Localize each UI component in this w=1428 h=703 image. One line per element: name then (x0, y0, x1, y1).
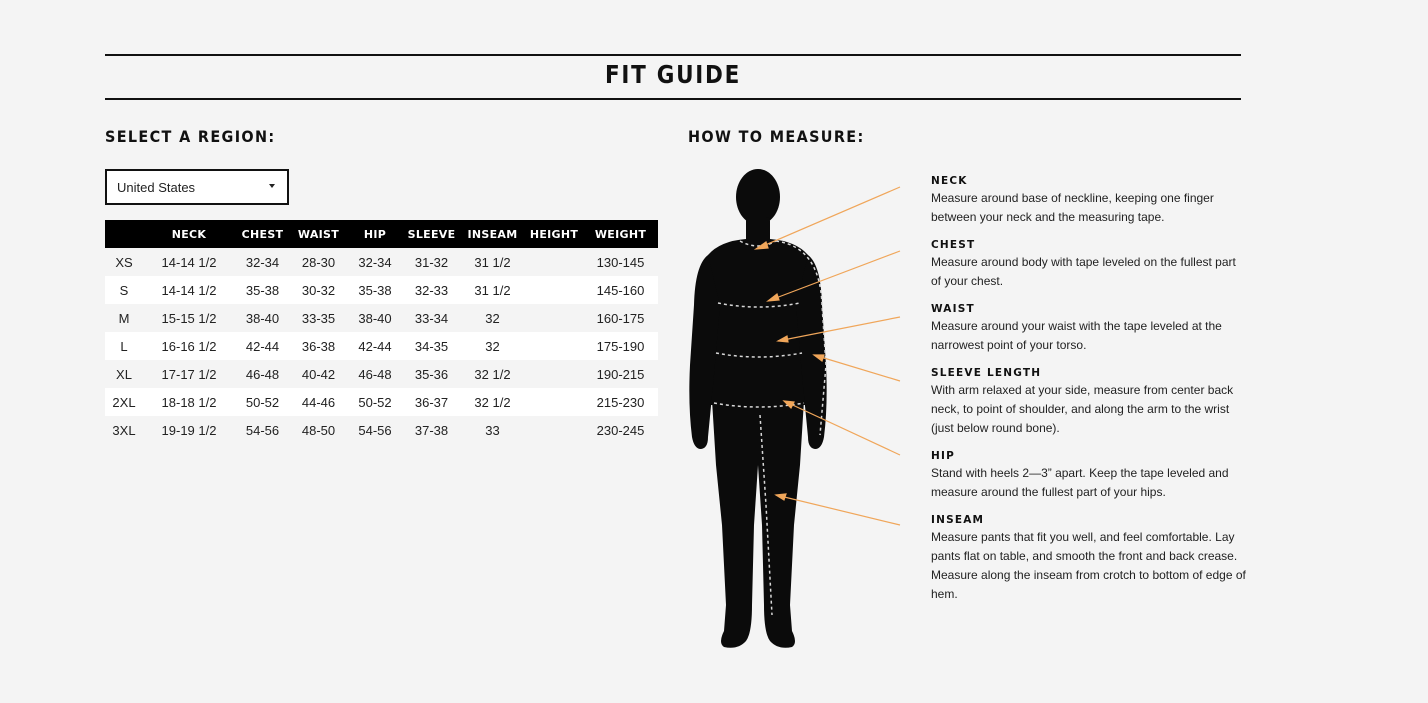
instruction-neck (931, 174, 1251, 227)
table-cell: 33-34 (403, 304, 460, 332)
body-silhouette-icon (680, 165, 920, 655)
instruction-text: Measure around base of neckline, keeping one finger (931, 191, 1214, 205)
table-cell (525, 332, 583, 360)
table-cell: 38-40 (347, 304, 403, 332)
header-height: HEIGHT (525, 220, 583, 248)
header-chest: CHEST (235, 220, 290, 248)
table-cell: 36-38 (290, 332, 347, 360)
table-row (105, 248, 658, 276)
table-row (105, 332, 658, 360)
instruction-label: INSEAM (931, 514, 985, 526)
header-size (105, 220, 143, 248)
instruction-text: Stand with heels 2—3” apart. Keep the tape leveled and (931, 466, 1229, 480)
instruction-text: of your chest. (931, 274, 1004, 288)
title-underline (105, 98, 1241, 100)
table-cell: 54-56 (235, 416, 290, 444)
table-cell: 42-44 (347, 332, 403, 360)
instruction-label: NECK (931, 175, 968, 187)
instruction-text: hem. (931, 587, 958, 601)
table-cell: 46-48 (235, 360, 290, 388)
size-label-cell: 3XL (105, 416, 143, 444)
table-cell: 18-18 1/2 (143, 388, 235, 416)
size-label-cell: 2XL (105, 388, 143, 416)
instruction-label: HIP (931, 450, 955, 462)
instruction-label: WAIST (931, 303, 975, 315)
table-cell: 14-14 1/2 (143, 248, 235, 276)
table-cell: 32-33 (403, 276, 460, 304)
table-cell: 54-56 (347, 416, 403, 444)
instruction-sleeve-length (931, 366, 1251, 438)
table-cell: 230-245 (583, 416, 658, 444)
table-cell: 33 (460, 416, 525, 444)
table-row (105, 360, 658, 388)
table-cell: 31-32 (403, 248, 460, 276)
table-cell: 32 1/2 (460, 360, 525, 388)
region-heading: SELECT A REGION: (105, 127, 276, 146)
size-label-cell: S (105, 276, 143, 304)
table-cell: 32 (460, 304, 525, 332)
table-cell: 215-230 (583, 388, 658, 416)
table-row (105, 388, 658, 416)
table-cell: 42-44 (235, 332, 290, 360)
table-cell: 33-35 (290, 304, 347, 332)
table-header-row (105, 220, 658, 248)
instruction-text: narrowest point of your torso. (931, 338, 1087, 352)
instruction-text: measure around the fullest part of your hips. (931, 485, 1166, 499)
table-cell: 16-16 1/2 (143, 332, 235, 360)
table-cell: 35-36 (403, 360, 460, 388)
table-cell: 35-38 (235, 276, 290, 304)
header-weight: WEIGHT (583, 220, 658, 248)
table-cell (525, 416, 583, 444)
table-cell: 36-37 (403, 388, 460, 416)
table-cell: 38-40 (235, 304, 290, 332)
instruction-text: With arm relaxed at your side, measure from center back (931, 383, 1234, 397)
table-cell: 40-42 (290, 360, 347, 388)
table-cell (525, 276, 583, 304)
header-neck: NECK (143, 220, 235, 248)
size-label-cell: M (105, 304, 143, 332)
table-cell: 46-48 (347, 360, 403, 388)
table-cell: 37-38 (403, 416, 460, 444)
table-cell (525, 360, 583, 388)
table-cell: 28-30 (290, 248, 347, 276)
table-cell: 190-215 (583, 360, 658, 388)
size-label-cell: L (105, 332, 143, 360)
table-cell: 32 (460, 332, 525, 360)
measure-heading: HOW TO MEASURE: (688, 127, 865, 146)
table-cell: 48-50 (290, 416, 347, 444)
table-cell: 19-19 1/2 (143, 416, 235, 444)
table-cell (525, 304, 583, 332)
table-cell: 50-52 (235, 388, 290, 416)
size-chart-table (105, 220, 658, 444)
table-row (105, 304, 658, 332)
instruction-text: Measure pants that fit you well, and feel comfortable. Lay (931, 530, 1235, 544)
table-cell: 44-46 (290, 388, 347, 416)
table-cell: 34-35 (403, 332, 460, 360)
region-select-value: United States (117, 179, 196, 195)
instruction-text: Measure along the inseam from crotch to bottom of edge of (931, 568, 1246, 582)
instruction-chest (931, 238, 1251, 291)
instruction-text: (just below round bone). (931, 421, 1060, 435)
instruction-text: between your neck and the measuring tape. (931, 210, 1165, 224)
size-label-cell: XL (105, 360, 143, 388)
page-title: FIT GUIDE (605, 60, 741, 89)
top-rule (105, 54, 1241, 56)
table-cell: 14-14 1/2 (143, 276, 235, 304)
instruction-text: pants flat on table, and smooth the front and back crease. (931, 549, 1238, 563)
table-row (105, 276, 658, 304)
instruction-text: Measure around body with tape leveled on the fullest part (931, 255, 1236, 269)
table-cell (525, 248, 583, 276)
table-cell: 130-145 (583, 248, 658, 276)
table-cell: 32-34 (235, 248, 290, 276)
region-select[interactable] (105, 169, 289, 205)
header-inseam: INSEAM (460, 220, 525, 248)
instruction-inseam (931, 513, 1251, 604)
instruction-text: neck, to point of shoulder, and along the arm to the wrist (931, 402, 1230, 416)
table-cell: 160-175 (583, 304, 658, 332)
table-cell: 31 1/2 (460, 276, 525, 304)
table-cell: 50-52 (347, 388, 403, 416)
caret-down-icon (269, 184, 275, 188)
instruction-label: SLEEVE LENGTH (931, 367, 1042, 379)
table-cell: 31 1/2 (460, 248, 525, 276)
header-sleeve: SLEEVE (403, 220, 460, 248)
table-cell: 30-32 (290, 276, 347, 304)
table-cell: 35-38 (347, 276, 403, 304)
table-row (105, 416, 658, 444)
table-cell: 15-15 1/2 (143, 304, 235, 332)
header-waist: WAIST (290, 220, 347, 248)
instruction-label: CHEST (931, 239, 976, 251)
table-cell: 175-190 (583, 332, 658, 360)
instruction-hip (931, 449, 1251, 502)
size-label-cell: XS (105, 248, 143, 276)
table-cell: 32-34 (347, 248, 403, 276)
table-cell: 17-17 1/2 (143, 360, 235, 388)
header-hip: HIP (347, 220, 403, 248)
table-cell: 32 1/2 (460, 388, 525, 416)
instruction-text: Measure around your waist with the tape leveled at the (931, 319, 1222, 333)
instruction-waist (931, 302, 1251, 355)
table-cell: 145-160 (583, 276, 658, 304)
table-cell (525, 388, 583, 416)
